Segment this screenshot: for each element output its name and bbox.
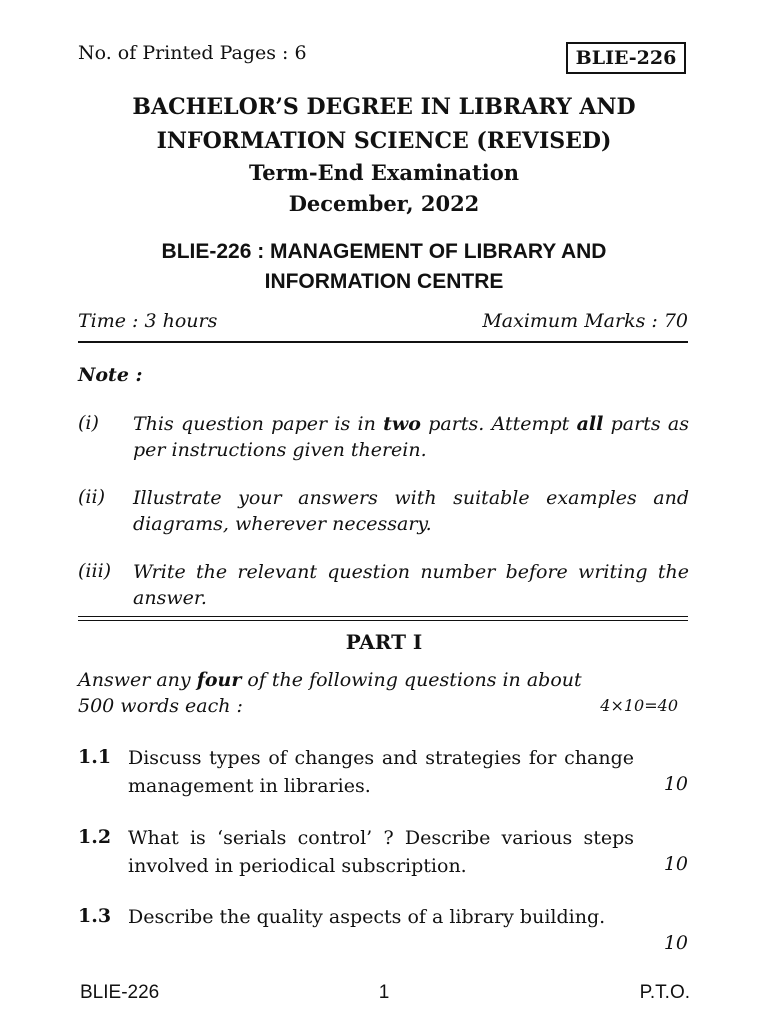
note-item-number: (iii) [78,560,112,582]
course-title-line-2: INFORMATION CENTRE [264,270,504,293]
footer-paper-code: BLIE-226 [80,982,160,1003]
question-number: 1.2 [78,826,112,848]
question-number: 1.1 [78,746,112,768]
note-item-text: This question paper is in two parts. Attempt all parts as per instructions given therein. [133,413,689,461]
course-title-line-1: BLIE-226 : MANAGEMENT OF LIBRARY AND [161,240,607,263]
paper-code-box: BLIE-226 [566,42,686,74]
header-divider [78,341,688,343]
note-item-number: (i) [78,412,99,434]
question-marks: 10 [663,853,688,875]
printed-pages-count: No. of Printed Pages : 6 [78,42,307,64]
section-divider [78,616,688,621]
degree-title-line-1: BACHELOR’S DEGREE IN LIBRARY AND [132,94,636,120]
question-marks: 10 [663,773,688,795]
maximum-marks: Maximum Marks : 70 [482,310,688,332]
note-item-number: (ii) [78,486,105,508]
exam-duration: Time : 3 hours [78,310,218,332]
emphasis-all: all [576,413,604,435]
note-item-text: Write the relevant question number before writing the answer. [133,561,689,609]
marks-scheme: 4×10=40 [600,696,678,715]
footer-pto: P.T.O. [639,982,690,1003]
question-number: 1.3 [78,905,112,927]
exam-name: Term-End Examination [248,160,519,185]
question-text: Discuss types of changes and strategies for change management in libraries. [128,747,634,797]
part-instruction: Answer any four of the following questions in about 500 words each : [78,669,582,717]
note-label: Note : [78,364,143,386]
question-text: What is ‘serials control’ ? Describe various steps involved in periodical subscription. [128,827,634,877]
footer-page-number: 1 [378,982,390,1003]
emphasis-four: four [196,669,242,691]
part-heading: PART I [345,630,423,654]
question-marks: 10 [663,932,688,954]
question-text: Describe the quality aspects of a library building. [128,906,606,928]
note-item-text: Illustrate your answers with suitable examples and diagrams, wherever necessary. [133,487,689,535]
degree-title-line-2: INFORMATION SCIENCE (REVISED) [156,128,612,154]
emphasis-two: two [383,413,421,435]
exam-session: December, 2022 [288,191,480,216]
